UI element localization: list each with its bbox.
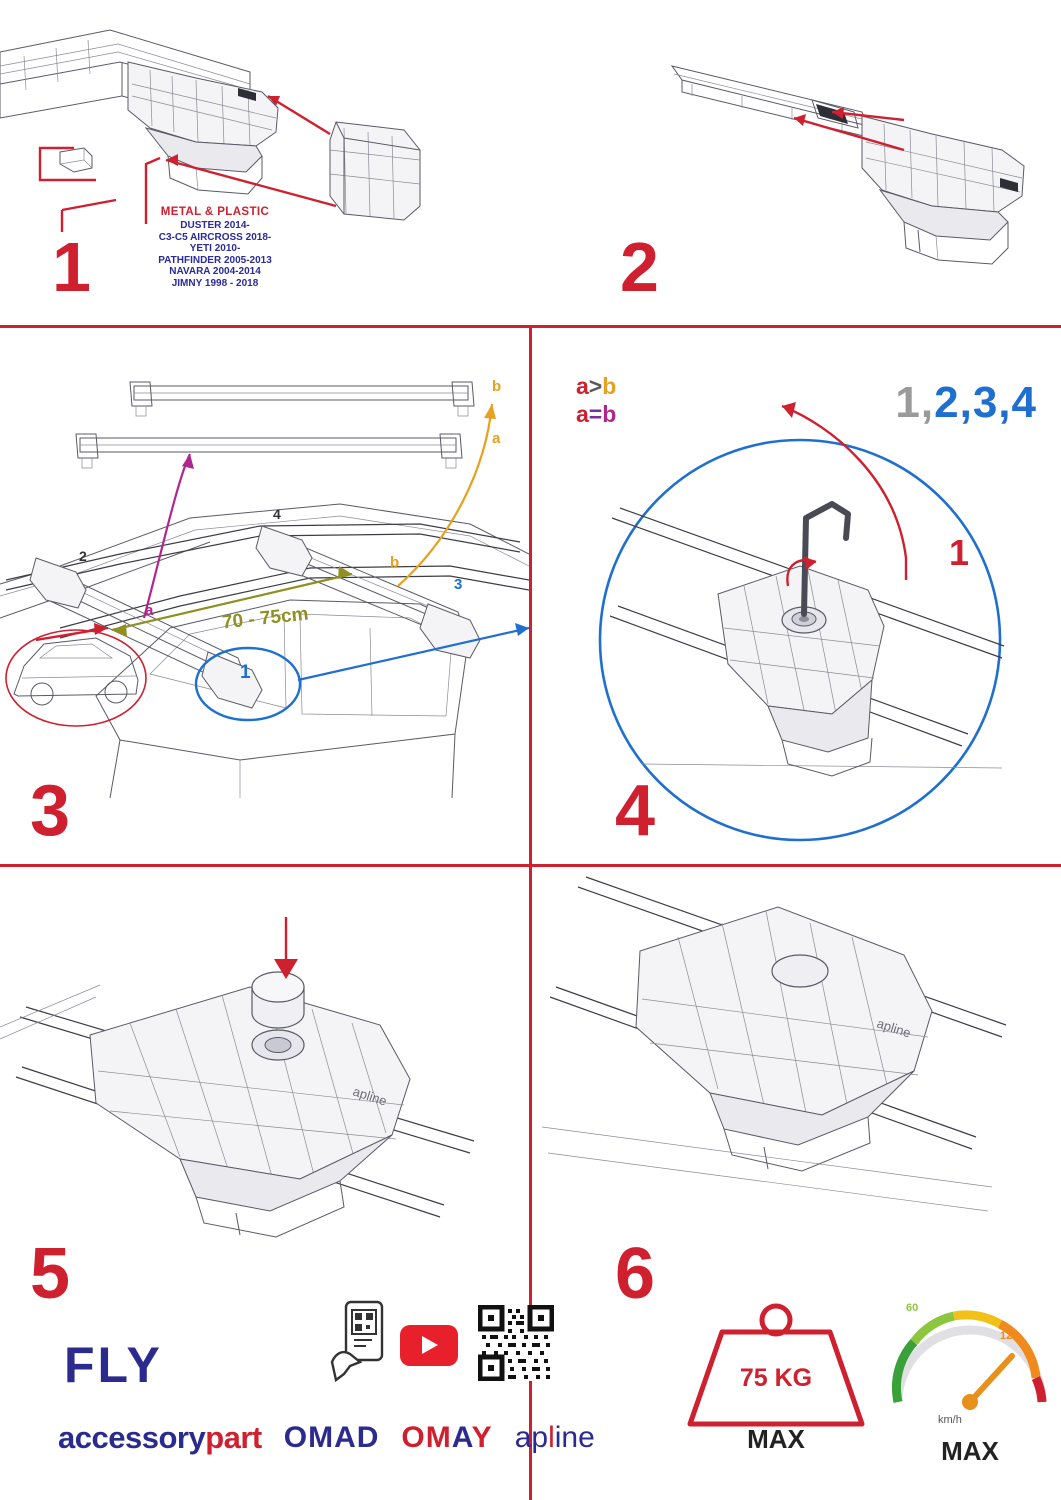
speed-limit-icon	[880, 1296, 1060, 1436]
vehicle-item: C3-C5 AIRCROSS 2018-	[158, 231, 272, 243]
panel4-step-marker: 1	[948, 532, 969, 573]
label-bar-3: 3	[454, 576, 463, 593]
vehicle-item: YETI 2010-	[189, 243, 241, 254]
weight-value: 75 KG	[739, 1364, 813, 1392]
apline-mid: l	[548, 1421, 555, 1454]
speed-max-label: MAX	[941, 1436, 999, 1466]
vehicle-item: JIMNY 1998 - 2018	[171, 277, 259, 289]
speed-tick-120: 120	[1000, 1330, 1019, 1342]
label-bar-b: b	[492, 378, 502, 395]
label-bar-2: 2	[79, 548, 87, 564]
brand-part-text: part	[205, 1420, 262, 1455]
omay-pre: OM	[401, 1421, 452, 1454]
metal-plastic-block	[110, 206, 320, 289]
step-number-3: 3	[30, 771, 71, 851]
sequence-blue: 2,3,4	[934, 378, 1037, 427]
panel-3-illustration	[0, 328, 529, 864]
weight-max-label: MAX	[747, 1424, 805, 1454]
legend-op-gt: >	[588, 373, 603, 399]
brand-omad: OMAD	[283, 1421, 380, 1454]
label-circle-1: 1	[240, 662, 251, 683]
brand-omay	[401, 1421, 492, 1455]
step-number-6: 6	[615, 1234, 656, 1314]
label-roof-b: b	[390, 554, 400, 571]
apline-pre: ap	[514, 1421, 549, 1454]
panel-5-illustration	[0, 867, 529, 1267]
material-title: METAL & PLASTIC	[160, 206, 270, 218]
omay-mid: A	[451, 1421, 472, 1454]
brand-row	[58, 1420, 595, 1456]
step-number-4: 4	[615, 771, 656, 851]
brand-accessory-text: accessory	[58, 1420, 206, 1455]
svg-text:apline: apline	[351, 1083, 389, 1109]
distance-label: 70 - 75cm	[221, 603, 310, 634]
sequence-gray: 1,	[895, 378, 935, 427]
youtube-icon[interactable]	[400, 1325, 458, 1366]
legend-op-eq: =	[588, 401, 603, 427]
legend-a: a	[576, 373, 589, 399]
legend-b: b	[602, 373, 617, 399]
vehicle-item: NAVARA 2004-2014	[169, 266, 261, 277]
qr-code	[478, 1305, 554, 1381]
label-roof-a: a	[145, 602, 154, 619]
label-bar-a: a	[492, 430, 501, 447]
step-number-2: 2	[620, 228, 659, 306]
panel-6-illustration	[532, 867, 1061, 1267]
speed-unit-label: km/h	[938, 1414, 962, 1426]
brand-apline	[515, 1421, 595, 1455]
brand-fly: FLY	[64, 1337, 163, 1393]
legend-a2: a	[576, 401, 589, 427]
vehicle-item: PATHFINDER 2005-2013	[158, 254, 272, 266]
brand-accessorypart	[58, 1420, 262, 1456]
scan-phone-icon	[330, 1300, 390, 1390]
step-number-1: 1	[52, 228, 91, 306]
vehicle-list	[110, 220, 320, 289]
svg-text:apline: apline	[875, 1015, 913, 1041]
label-bar-4: 4	[273, 506, 281, 522]
vehicle-item: DUSTER 2014-	[180, 220, 250, 231]
step-number-5: 5	[30, 1234, 71, 1314]
legend-b2: b	[602, 401, 617, 427]
omay-post: Y	[471, 1421, 493, 1454]
panel-2-illustration	[532, 0, 1061, 325]
speed-tick-60: 60	[906, 1302, 919, 1314]
apline-post: ine	[554, 1421, 595, 1454]
sequence-heading	[895, 378, 1037, 428]
